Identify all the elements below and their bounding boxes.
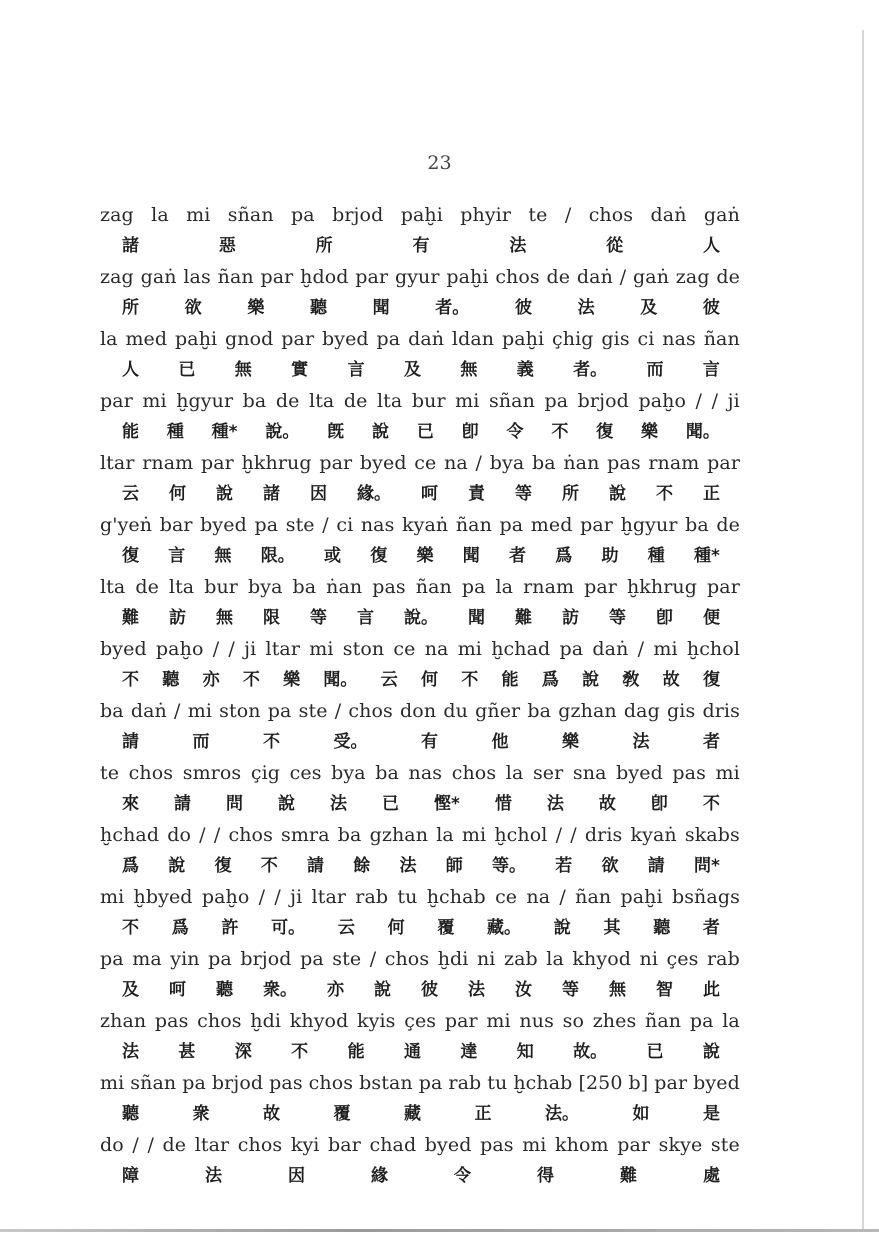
chinese-line: 爲 說 復 不 請 餘 法 師 等。 若 欲 請 問*	[122, 856, 720, 876]
chinese-line: 及 呵 聽 衆。 亦 說 彼 法 汝 等 無 智 此	[122, 980, 720, 1000]
transliteration-line: ba daṅ / mi ston pa ste / chos don du gñer ba gzhan dag gis dris	[100, 700, 740, 722]
chinese-line: 復 言 無 限。 或 復 樂 聞 者 爲 助 種 種*	[122, 546, 720, 566]
transliteration-line: la med paḫi gnod par byed pa daṅ ldan paḫi çhig gis ci nas ñan	[100, 328, 740, 350]
chinese-line: 難 訪 無 限 等 言 說。 聞 難 訪 等 卽 便	[122, 608, 720, 628]
line-pair	[100, 694, 740, 756]
transliteration-line: ltar rnam par ḫkhrug par byed ce na / bya ba ṅan pas rnam par	[100, 452, 740, 474]
line-pair	[100, 260, 740, 322]
chinese-line: 障 法 因 緣 令 得 難 處	[122, 1166, 720, 1186]
chinese-line: 人 已 無 實 言 及 無 義 者。 而 言	[122, 360, 720, 380]
line-pair	[100, 384, 740, 446]
transliteration-line: mi sñan pa brjod pas chos bstan pa rab tu ḫchab [250 b] par byed	[100, 1072, 740, 1094]
transliteration-line: pa ma yin pa brjod pa ste / chos ḫdi ni zab la khyod ni çes rab	[100, 948, 740, 970]
chinese-line: 聽 衆 故 覆 藏 正 法。 如 是	[122, 1104, 720, 1124]
chinese-line: 諸 惡 所 有 法 從 人	[122, 236, 720, 256]
line-pair	[100, 446, 740, 508]
line-pair	[100, 880, 740, 942]
transliteration-line: do / / de ltar chos kyi bar chad byed pas mi khom par skye ste	[100, 1134, 740, 1156]
page-edge-right	[862, 30, 864, 1230]
line-pair	[100, 1128, 740, 1190]
chinese-line: 所 欲 樂 聽 聞 者。 彼 法 及 彼	[122, 298, 720, 318]
line-pair	[100, 322, 740, 384]
line-pair	[100, 508, 740, 570]
line-pair	[100, 818, 740, 880]
transliteration-line: te chos smros çig ces bya ba nas chos la ser sna byed pas mi	[100, 762, 740, 784]
transliteration-line: zag la mi sñan pa brjod paḫi phyir te / chos daṅ gaṅ	[100, 204, 740, 226]
transliteration-line: zhan pas chos ḫdi khyod kyis çes par mi nus so zhes ñan pa la	[100, 1010, 740, 1032]
page-edge-bottom	[0, 1229, 879, 1232]
line-pair	[100, 198, 740, 260]
chinese-line: 不 聽 亦 不 樂 聞。 云 何 不 能 爲 說 敎 故 復	[122, 670, 720, 690]
chinese-line: 來 請 問 說 法 已 慳* 惜 法 故 卽 不	[122, 794, 720, 814]
chinese-line: 云 何 說 諸 因 緣。 呵 責 等 所 說 不 正	[122, 484, 720, 504]
transliteration-line: mi ḫbyed paḫo / / ji ltar rab tu ḫchab ce na / ñan paḫi bsñags	[100, 886, 740, 908]
line-pair	[100, 1004, 740, 1066]
chinese-line: 法 甚 深 不 能 通 達 知 故。 已 說	[122, 1042, 720, 1062]
line-pair	[100, 942, 740, 1004]
transliteration-line: ḫchad do / / chos smra ba gzhan la mi ḫchol / / dris kyaṅ skabs	[100, 824, 740, 846]
line-pair	[100, 570, 740, 632]
chinese-line: 請 而 不 受。 有 他 樂 法 者	[122, 732, 720, 752]
line-pair	[100, 1066, 740, 1128]
transliteration-line: g'yeṅ bar byed pa ste / ci nas kyaṅ ñan pa med par ḫgyur ba de	[100, 514, 740, 536]
chinese-line: 能 種 種* 說。 旣 說 已 卽 令 不 復 樂 聞。	[122, 422, 720, 442]
transliteration-line: lta de lta bur bya ba ṅan pas ñan pa la rnam par ḫkhrug par	[100, 576, 740, 598]
chinese-line: 不 爲 許 可。 云 何 覆 藏。 說 其 聽 者	[122, 918, 720, 938]
page-number: 23	[427, 152, 452, 174]
text-block	[100, 198, 740, 1190]
line-pair	[100, 632, 740, 694]
line-pair	[100, 756, 740, 818]
transliteration-line: byed paḫo / / ji ltar mi ston ce na mi ḫchad pa daṅ / mi ḫchol	[100, 638, 740, 660]
transliteration-line: zag gaṅ las ñan par ḫdod par gyur paḫi chos de daṅ / gaṅ zag de	[100, 266, 740, 288]
transliteration-line: par mi ḫgyur ba de lta de lta bur mi sñan pa brjod paḫo / / ji	[100, 390, 740, 412]
